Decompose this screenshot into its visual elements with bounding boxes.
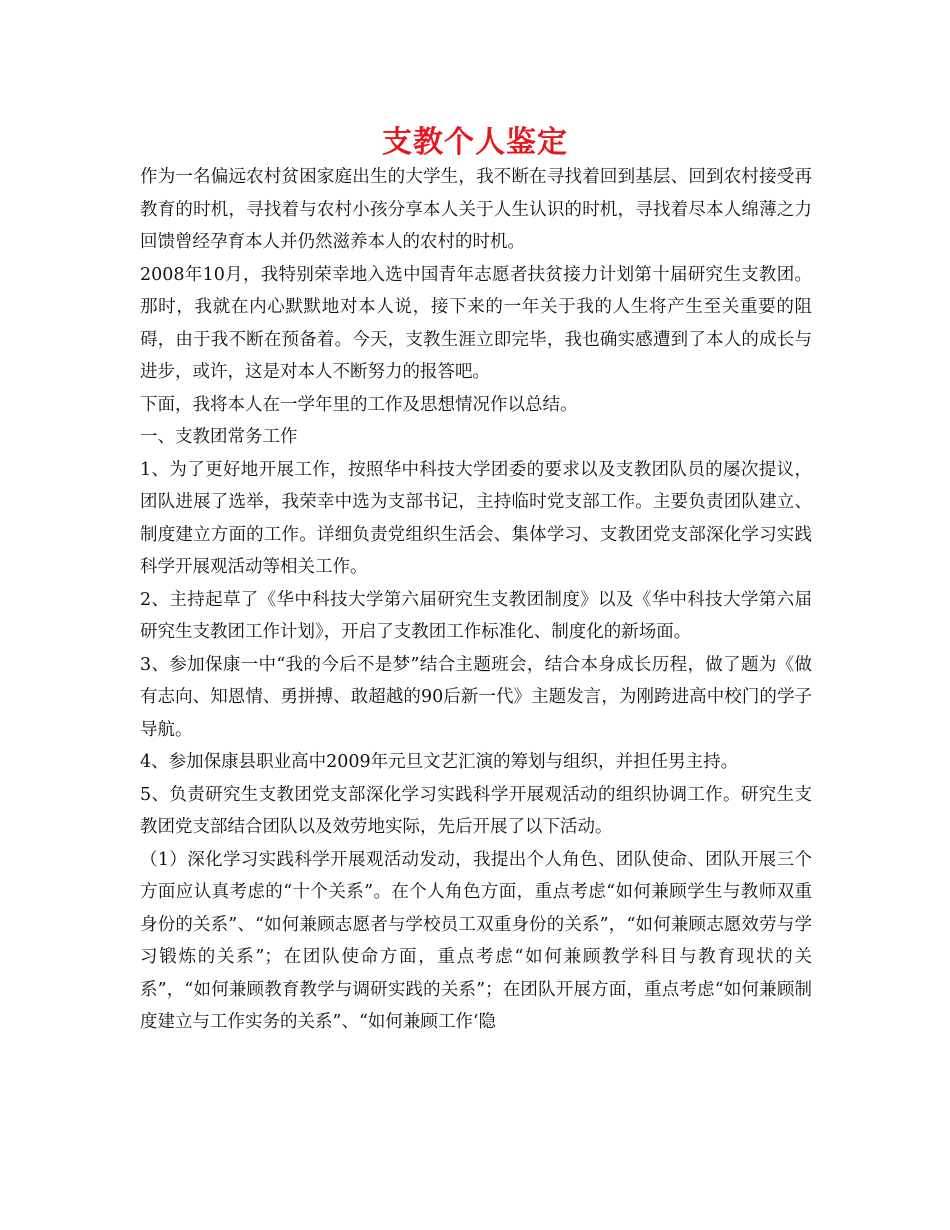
paragraph: （1）深化学习实践科学开展观活动发动，我提出个人角色、团队使命、团队开展三个方面应认真考虑的“十个关系”。在个人角色方面，重点考虑“如何兼顾学生与教师双重身份的关系”、“如何兼顾志愿者与学校员工双重身份的关系”，“如何兼顾志愿效劳与学习锻炼的关系”；在团队使命方面，重点考虑“如何兼顾教学科目与教育现状的关系”，“如何兼顾教育教学与调研实践的关系”；在团队开展方面，重点考虑“如何兼顾制度建立与工作实务的关系”、“如何兼顾工作‘隐 xyxy=(140,849,812,1032)
document-title: 支教个人鉴定 xyxy=(382,125,568,160)
paragraph: 1、为了更好地开展工作，按照华中科技大学团委的要求以及支教团队员的屡次提议，团队进展了选举，我荣幸中选为支部书记，主持临时党支部工作。主要负责团队建立、制度建立方面的工作。详细负责党组织生活会、集体学习、支教团党支部深化学习实践科学开展观活动等相关工作。 xyxy=(140,459,812,577)
paragraph: 5、负责研究生支教团党支部深化学习实践科学开展观活动的组织协调工作。研究生支教团党支部结合团队以及效劳地实际，先后开展了以下活动。 xyxy=(140,784,812,837)
section-heading: 一、支教团常务工作 xyxy=(140,427,298,447)
paragraph: 2、主持起草了《华中科技大学第六届研究生支教团制度》以及《华中科技大学第六届研究生支教团工作计划》，开启了支教团工作标准化、制度化的新场面。 xyxy=(140,589,812,642)
document-body xyxy=(140,161,812,1039)
paragraph: 作为一名偏远农村贫困家庭出生的大学生，我不断在寻找着回到基层、回到农村接受再教育的时机，寻找着与农村小孩分享本人关于人生认识的时机，寻找着尽本人绵薄之力回馈曾经孕育本人并仍然滋养本人的农村的时机。 xyxy=(140,167,812,252)
paragraph: 4、参加保康县职业高中2009年元旦文艺汇演的筹划与组织，并担任男主持。 xyxy=(140,752,739,772)
paragraph: 3、参加保康一中“我的今后不是梦”结合主题班会，结合本身成长历程，做了题为《做有志向、知恩情、勇拼搏、敢超越的90后新一代》主题发言，为刚跨进高中校门的学子导航。 xyxy=(140,654,812,740)
paragraph: 下面，我将本人在一学年里的工作及思想情况作以总结。 xyxy=(140,394,578,415)
paragraph: 2008年10月，我特别荣幸地入选中国青年志愿者扶贫接力计划第十届研究生支教团。那时，我就在内心默默地对本人说，接下来的一年关于我的人生将产生至关重要的阻碍，由于我不断在预备着。今天，支教生涯立即完毕，我也确实感遭到了本人的成长与进步，或许，这是对本人不断努力的报答吧。 xyxy=(140,264,812,382)
